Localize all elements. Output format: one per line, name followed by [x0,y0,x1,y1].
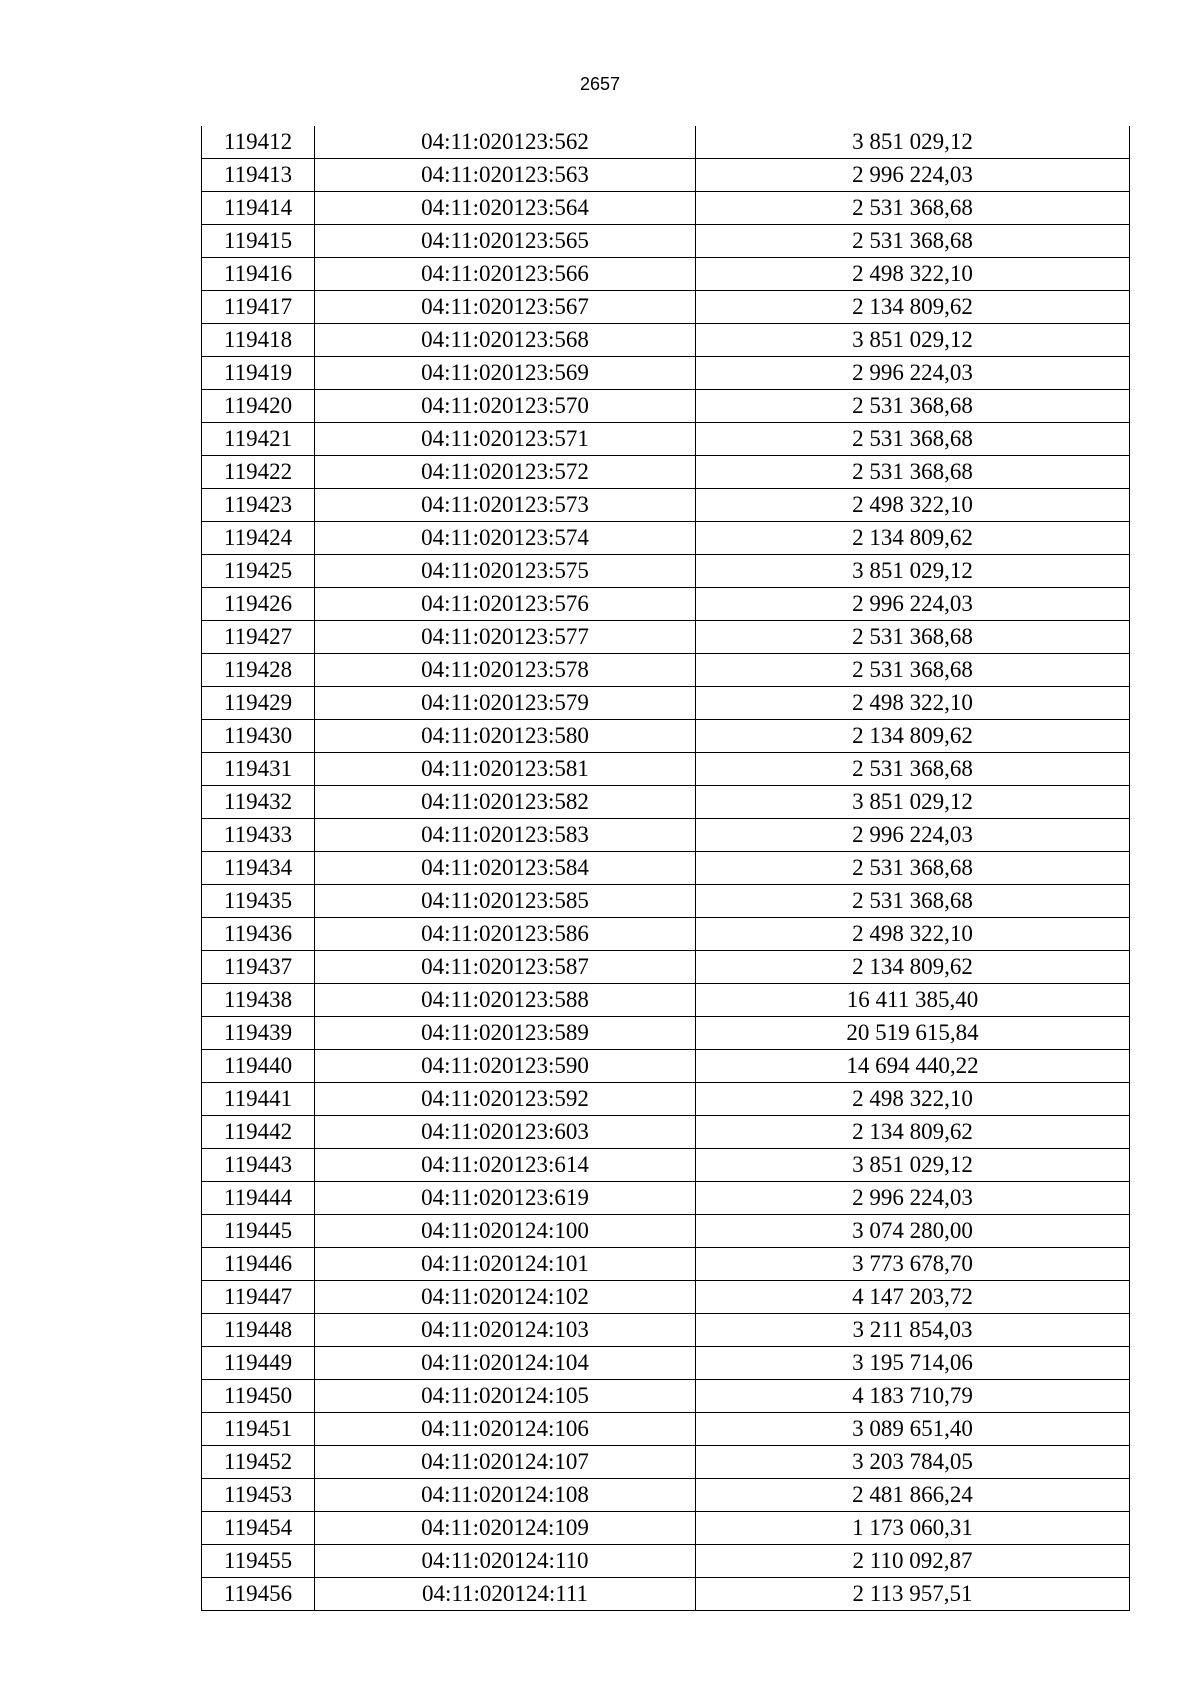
cadastral-number-cell: 04:11:020124:109 [315,1512,696,1545]
cadastral-number-cell: 04:11:020123:584 [315,852,696,885]
row-number-cell: 119450 [202,1380,315,1413]
cadastral-number-cell: 04:11:020123:566 [315,258,696,291]
row-number-cell: 119420 [202,390,315,423]
row-number-cell: 119418 [202,324,315,357]
cadastral-number-cell: 04:11:020123:579 [315,687,696,720]
row-number-cell: 119435 [202,885,315,918]
table-row [202,192,1130,225]
cadastral-value-cell: 2 481 866,24 [696,1479,1130,1512]
table-row [202,1512,1130,1545]
cadastral-number-cell: 04:11:020123:571 [315,423,696,456]
cadastral-value-cell: 3 203 784,05 [696,1446,1130,1479]
table-row [202,1380,1130,1413]
row-number-cell: 119440 [202,1050,315,1083]
cadastral-value-cell: 3 074 280,00 [696,1215,1130,1248]
cadastral-number-cell: 04:11:020123:580 [315,720,696,753]
table-row [202,1578,1130,1611]
cadastral-value-cell: 2 996 224,03 [696,159,1130,192]
cadastral-number-cell: 04:11:020123:581 [315,753,696,786]
cadastral-value-cell: 16 411 385,40 [696,984,1130,1017]
cadastral-value-cell: 4 183 710,79 [696,1380,1130,1413]
row-number-cell: 119425 [202,555,315,588]
page-number: 2657 [579,74,621,94]
cadastral-number-cell: 04:11:020123:592 [315,1083,696,1116]
row-number-cell: 119421 [202,423,315,456]
table-row [202,786,1130,819]
table-row [202,753,1130,786]
cadastral-value-table [201,126,1130,1611]
table-row [202,1149,1130,1182]
table-row [202,1545,1130,1578]
cadastral-value-cell: 2 134 809,62 [696,291,1130,324]
row-number-cell: 119441 [202,1083,315,1116]
table-row [202,918,1130,951]
table-row [202,621,1130,654]
cadastral-number-cell: 04:11:020124:108 [315,1479,696,1512]
table-row [202,258,1130,291]
cadastral-value-cell: 2 498 322,10 [696,1083,1130,1116]
cadastral-number-cell: 04:11:020124:102 [315,1281,696,1314]
cadastral-value-cell: 2 531 368,68 [696,885,1130,918]
table-row [202,1215,1130,1248]
cadastral-value-cell: 2 996 224,03 [696,357,1130,390]
cadastral-value-cell: 3 211 854,03 [696,1314,1130,1347]
cadastral-number-cell: 04:11:020123:564 [315,192,696,225]
cadastral-number-cell: 04:11:020124:106 [315,1413,696,1446]
table-row [202,1017,1130,1050]
cadastral-number-cell: 04:11:020123:586 [315,918,696,951]
cadastral-number-cell: 04:11:020123:577 [315,621,696,654]
row-number-cell: 119438 [202,984,315,1017]
row-number-cell: 119426 [202,588,315,621]
cadastral-value-cell: 3 851 029,12 [696,786,1130,819]
cadastral-value-cell: 2 531 368,68 [696,423,1130,456]
cadastral-value-cell: 3 089 651,40 [696,1413,1130,1446]
row-number-cell: 119452 [202,1446,315,1479]
cadastral-number-cell: 04:11:020124:103 [315,1314,696,1347]
table-row [202,357,1130,390]
row-number-cell: 119412 [202,126,315,159]
table-row [202,885,1130,918]
cadastral-value-cell: 2 498 322,10 [696,918,1130,951]
cadastral-number-cell: 04:11:020123:588 [315,984,696,1017]
cadastral-number-cell: 04:11:020123:590 [315,1050,696,1083]
row-number-cell: 119413 [202,159,315,192]
table-row [202,456,1130,489]
cadastral-value-cell: 3 851 029,12 [696,555,1130,588]
table-row [202,489,1130,522]
cadastral-number-cell: 04:11:020123:576 [315,588,696,621]
table-row [202,522,1130,555]
cadastral-number-cell: 04:11:020123:572 [315,456,696,489]
table-row [202,1281,1130,1314]
row-number-cell: 119427 [202,621,315,654]
cadastral-number-cell: 04:11:020123:567 [315,291,696,324]
cadastral-number-cell: 04:11:020123:587 [315,951,696,984]
cadastral-number-cell: 04:11:020123:614 [315,1149,696,1182]
cadastral-value-cell: 2 113 957,51 [696,1578,1130,1611]
table-row [202,1347,1130,1380]
cadastral-value-cell: 2 110 092,87 [696,1545,1130,1578]
cadastral-number-cell: 04:11:020124:100 [315,1215,696,1248]
table-row [202,390,1130,423]
cadastral-value-cell: 2 498 322,10 [696,489,1130,522]
cadastral-value-cell: 3 773 678,70 [696,1248,1130,1281]
row-number-cell: 119432 [202,786,315,819]
cadastral-number-cell: 04:11:020123:582 [315,786,696,819]
row-number-cell: 119431 [202,753,315,786]
cadastral-number-cell: 04:11:020123:589 [315,1017,696,1050]
cadastral-value-cell: 2 996 224,03 [696,588,1130,621]
table-row [202,1479,1130,1512]
cadastral-value-cell: 2 134 809,62 [696,720,1130,753]
row-number-cell: 119445 [202,1215,315,1248]
cadastral-value-cell: 2 531 368,68 [696,753,1130,786]
cadastral-value-cell: 3 851 029,12 [696,324,1130,357]
row-number-cell: 119455 [202,1545,315,1578]
cadastral-value-cell: 2 531 368,68 [696,621,1130,654]
table-row [202,1314,1130,1347]
row-number-cell: 119451 [202,1413,315,1446]
cadastral-value-cell: 2 531 368,68 [696,456,1130,489]
table-row [202,588,1130,621]
cadastral-value-cell: 2 134 809,62 [696,951,1130,984]
cadastral-value-cell: 1 173 060,31 [696,1512,1130,1545]
row-number-cell: 119453 [202,1479,315,1512]
row-number-cell: 119448 [202,1314,315,1347]
row-number-cell: 119439 [202,1017,315,1050]
table-row [202,1050,1130,1083]
table-row [202,984,1130,1017]
cadastral-number-cell: 04:11:020124:111 [315,1578,696,1611]
row-number-cell: 119417 [202,291,315,324]
table-row [202,1248,1130,1281]
row-number-cell: 119433 [202,819,315,852]
cadastral-number-cell: 04:11:020123:563 [315,159,696,192]
cadastral-number-cell: 04:11:020124:105 [315,1380,696,1413]
table-row [202,720,1130,753]
cadastral-value-cell: 2 134 809,62 [696,1116,1130,1149]
row-number-cell: 119429 [202,687,315,720]
row-number-cell: 119424 [202,522,315,555]
row-number-cell: 119422 [202,456,315,489]
table-row [202,1182,1130,1215]
table-row [202,555,1130,588]
row-number-cell: 119444 [202,1182,315,1215]
cadastral-value-cell: 3 851 029,12 [696,126,1130,159]
table-row [202,159,1130,192]
row-number-cell: 119454 [202,1512,315,1545]
row-number-cell: 119443 [202,1149,315,1182]
row-number-cell: 119428 [202,654,315,687]
row-number-cell: 119415 [202,225,315,258]
row-number-cell: 119437 [202,951,315,984]
cadastral-number-cell: 04:11:020124:101 [315,1248,696,1281]
table-row [202,1446,1130,1479]
cadastral-number-cell: 04:11:020123:562 [315,126,696,159]
cadastral-number-cell: 04:11:020123:583 [315,819,696,852]
cadastral-number-cell: 04:11:020123:565 [315,225,696,258]
table-body [202,126,1130,1611]
cadastral-value-cell: 2 996 224,03 [696,819,1130,852]
cadastral-number-cell: 04:11:020123:585 [315,885,696,918]
cadastral-value-cell: 3 851 029,12 [696,1149,1130,1182]
row-number-cell: 119416 [202,258,315,291]
table-row [202,423,1130,456]
cadastral-value-cell: 20 519 615,84 [696,1017,1130,1050]
table-row [202,324,1130,357]
table-row [202,1083,1130,1116]
row-number-cell: 119434 [202,852,315,885]
cadastral-number-cell: 04:11:020123:573 [315,489,696,522]
row-number-cell: 119449 [202,1347,315,1380]
row-number-cell: 119423 [202,489,315,522]
cadastral-number-cell: 04:11:020123:578 [315,654,696,687]
table-row [202,291,1130,324]
table-row [202,852,1130,885]
cadastral-value-cell: 2 498 322,10 [696,258,1130,291]
cadastral-value-cell: 2 134 809,62 [696,522,1130,555]
row-number-cell: 119456 [202,1578,315,1611]
cadastral-number-cell: 04:11:020124:107 [315,1446,696,1479]
cadastral-value-cell: 2 531 368,68 [696,390,1130,423]
cadastral-number-cell: 04:11:020124:104 [315,1347,696,1380]
row-number-cell: 119419 [202,357,315,390]
cadastral-number-cell: 04:11:020123:568 [315,324,696,357]
table-row [202,819,1130,852]
cadastral-number-cell: 04:11:020124:110 [315,1545,696,1578]
cadastral-value-cell: 14 694 440,22 [696,1050,1130,1083]
table-row [202,654,1130,687]
row-number-cell: 119442 [202,1116,315,1149]
cadastral-value-cell: 2 531 368,68 [696,225,1130,258]
table-row [202,225,1130,258]
cadastral-number-cell: 04:11:020123:575 [315,555,696,588]
cadastral-number-cell: 04:11:020123:603 [315,1116,696,1149]
cadastral-number-cell: 04:11:020123:570 [315,390,696,423]
cadastral-number-cell: 04:11:020123:574 [315,522,696,555]
table-row [202,126,1130,159]
cadastral-value-cell: 3 195 714,06 [696,1347,1130,1380]
table-row [202,1413,1130,1446]
row-number-cell: 119430 [202,720,315,753]
table-row [202,951,1130,984]
table-row [202,687,1130,720]
cadastral-value-cell: 2 531 368,68 [696,192,1130,225]
table-row [202,1116,1130,1149]
cadastral-value-cell: 2 531 368,68 [696,654,1130,687]
cadastral-value-cell: 2 531 368,68 [696,852,1130,885]
cadastral-value-cell: 4 147 203,72 [696,1281,1130,1314]
cadastral-number-cell: 04:11:020123:619 [315,1182,696,1215]
row-number-cell: 119414 [202,192,315,225]
row-number-cell: 119446 [202,1248,315,1281]
cadastral-value-cell: 2 996 224,03 [696,1182,1130,1215]
cadastral-value-cell: 2 498 322,10 [696,687,1130,720]
cadastral-number-cell: 04:11:020123:569 [315,357,696,390]
row-number-cell: 119447 [202,1281,315,1314]
row-number-cell: 119436 [202,918,315,951]
